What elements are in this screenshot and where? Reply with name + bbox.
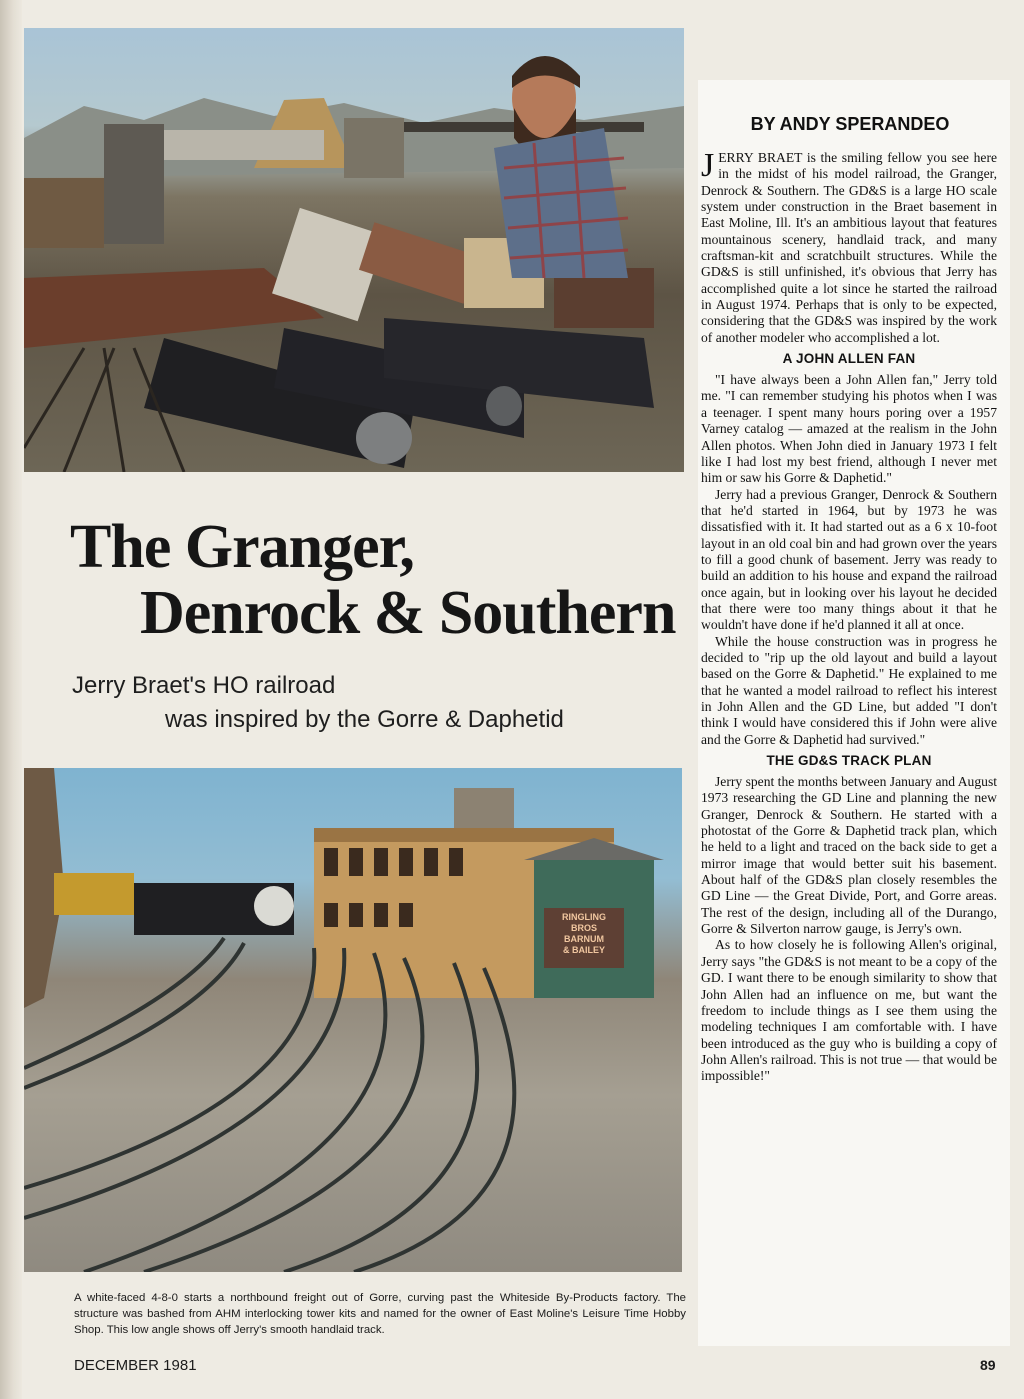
drop-cap: J — [701, 147, 715, 184]
dek-line-1: Jerry Braet's HO railroad — [72, 672, 336, 699]
article-paragraph: Jerry had a previous Granger, Denrock & Southern that he'd started in 1964, but by 1973 he was dissatisfied with it. It had started out as a 6 x 10-foot layout in an old coal bin and had grown over the years to fill a good chunk of basement. Jerry was ready to build an addition to his house and expand the railroad once again, but in looking over his layout he decided that there were too many things about it that he wouldn't have done if he'd planned it all at once. — [701, 486, 997, 633]
article-paragraph: "I have always been a John Allen fan," Jerry told me. "I can remember studying his photos when I was a teenager. I spent many hours poring over a 1957 Varney catalog — amazed at the realism in the John Allen photos. When John died in January 1973 I felt like I had lost my best friend, although I never met him or saw his Gorre & Daphetid." — [701, 372, 997, 486]
issue-date: DECEMBER 1981 — [74, 1357, 197, 1374]
circus-sign-text-3: BARNUM — [564, 934, 604, 944]
photo-caption: A white-faced 4-8-0 starts a northbound freight out of Gorre, curving past the Whiteside By-Products factory. The structure was bashed from AHM interlocking tower kits and named for the owner of East Moline's Leisure Time Hobby Shop. This low angle shows off Jerry's smooth handlaid track. — [74, 1292, 686, 1336]
article-paragraph: As to how closely he is following Allen's original, Jerry says "the GD&S is not meant to be a copy of the GD. I want there to be enough similarity to show that John Allen had an influence on me, but want the freedom to include things as I see them using the modeling techniques I am comfortable with. I have been introduced as the guy who is building a copy of John Allen's railroad. This is not true — that would be impossible!" — [701, 937, 997, 1084]
photo-layout-modeler — [24, 28, 684, 472]
page-number: 89 — [980, 1357, 996, 1373]
section-subhead: A JOHN ALLEN FAN — [782, 351, 916, 367]
photo-curving-track — [24, 768, 682, 1272]
photo-curving-track-icon — [24, 768, 682, 1272]
page-gutter — [0, 0, 22, 1399]
headline-line-2: Denrock & Southern — [140, 579, 676, 647]
circus-sign-text-2: BROS — [570, 923, 598, 933]
headline-line-1: The Granger, — [70, 513, 414, 581]
article-paragraph: While the house construction was in progress he decided to "rip up the old layout and build a layout based on the Gorre & Daphetid." He explained to me that he wanted a model railroad to reflect his interest in John Allen and the GD Line, but added "I don't think I would have considered this if John were alive and the Gorre & Daphetid had survived." — [701, 633, 997, 747]
section-subhead: THE GD&S TRACK PLAN — [766, 753, 932, 769]
article-body — [701, 147, 998, 1085]
article-paragraph — [701, 147, 997, 346]
article-paragraph: Jerry spent the months between January and August 1973 researching the GD Line and planning the new Granger, Denrock & Southern. He started with a photostat of the Gorre & Daphetid track plan, which he held to a light and traced on the back side to get a mirror image that would better suit his basement. About half of the GD&S plan closely resembles the GD Line — the Great Divide, Port, and Gorre areas. The rest of the design, including all of the Durango, Gorre & Silverton narrow gauge, is Jerry's own. — [701, 774, 998, 937]
photo-layout-modeler-icon — [24, 28, 684, 472]
dek-line-2: was inspired by the Gorre & Daphetid — [165, 706, 564, 733]
byline: BY ANDY SPERANDEO — [750, 114, 950, 134]
paragraph-text: ERRY BRAET is the smiling fellow you see here in the midst of his model railroad, the Granger, Denrock & Southern. The GD&S is a large HO scale system under construction in the Braet basement in East Moline, Ill. It's an ambitious layout that features mountainous scenery, handlaid track, and many craftsman-kit and scratchbuilt structures. While the GD&S is still unfinished, it's obvious that Jerry has accomplished quite a lot since he started the railroad in August 1974. Perhaps that is only to be expected, considering that the GD&S was inspired by the work of another modeler who accomplished a lot. — [701, 150, 997, 345]
circus-sign-text-4: & BAILEY — [562, 945, 606, 955]
circus-sign-text-1: RINGLING — [562, 912, 606, 922]
